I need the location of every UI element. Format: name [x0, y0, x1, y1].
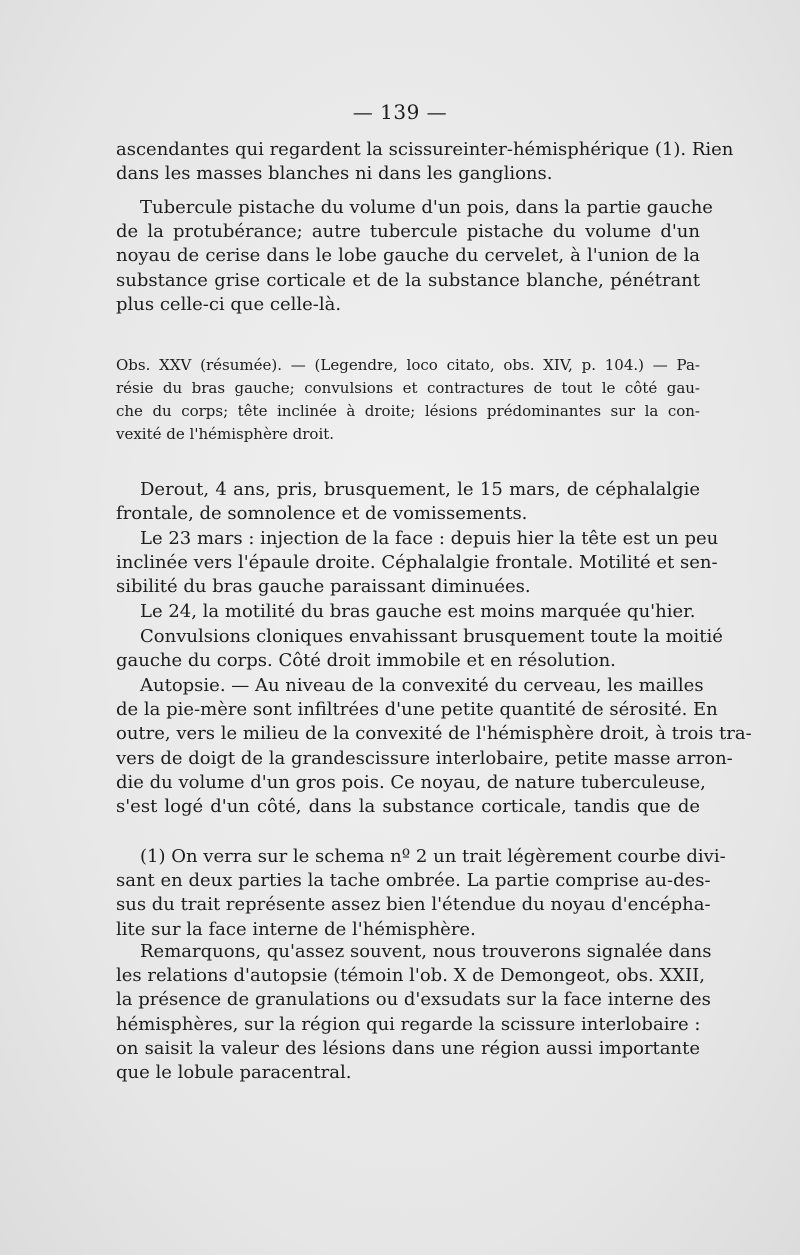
- text-line: inclinée vers l'épaule droite. Céphalalgie frontale. Motilité et sen-: [116, 552, 718, 574]
- text-line: sus du trait représente assez bien l'étendue du noyau d'encépha-: [116, 894, 711, 916]
- text-line: plus celle-ci que celle-là.: [116, 293, 342, 315]
- text-line: Convulsions cloniques envahissant brusquement toute la moitié: [140, 626, 723, 647]
- page-number: — 139 —: [352, 100, 448, 124]
- top-paragraph: [116, 138, 734, 186]
- text-line: che du corps; tête inclinée à droite; lésions prédominantes sur la con-: [116, 402, 700, 420]
- text-line: que le lobule paracentral.: [116, 1062, 352, 1084]
- text-line: la présence de granulations ou d'exsudats sur la face interne des: [116, 989, 711, 1011]
- text-line: vers de doigt de la grandescissure interlobaire, petite masse arron-: [116, 747, 733, 769]
- text-line: s'est logé d'un côté, dans la substance corticale, tandis que de: [116, 796, 700, 818]
- text-line: ascendantes qui regardent la scissureinter-hémisphérique (1). Rien: [116, 139, 734, 160]
- text-line: substance grise corticale et de la substance blanche, pénétrant: [116, 269, 700, 291]
- march-24-paragraph: [116, 600, 700, 624]
- footnote: [116, 845, 726, 942]
- text-line: gauche du corps. Côté droit immobile et en résolution.: [116, 650, 616, 672]
- text-line: (1) On verra sur le schema nº 2 un trait légèrement courbe divi-: [140, 846, 726, 867]
- remark-paragraph: [116, 940, 712, 1085]
- text-line: vexité de l'hémisphère droit.: [116, 425, 335, 443]
- text-line: Derout, 4 ans, pris, brusquement, le 15 mars, de céphalalgie: [140, 479, 700, 500]
- autopsy-paragraph: [116, 674, 752, 819]
- text-line: on saisit la valeur des lésions dans une région aussi importante: [116, 1037, 700, 1059]
- text-line: de la protubérance; autre tubercule pistache du volume d'un: [116, 221, 700, 243]
- text-line: Le 23 mars : injection de la face : depuis hier la tête est un peu: [140, 528, 719, 549]
- convulsions-paragraph: [116, 625, 723, 673]
- text-line: noyau de cerise dans le lobe gauche du cervelet, à l'union de la: [116, 245, 700, 267]
- march-23-paragraph: [116, 527, 719, 600]
- text-line: frontale, de somnolence et de vomissements.: [116, 503, 528, 525]
- tubercle-paragraph: [116, 196, 713, 317]
- text-line: Le 24, la motilité du bras gauche est moins marquée qu'hier.: [140, 601, 696, 622]
- text-line: Remarquons, qu'assez souvent, nous trouverons signalée dans: [140, 941, 712, 962]
- text-line: sibilité du bras gauche paraissant diminuées.: [116, 576, 531, 598]
- text-line: outre, vers le milieu de la convexité de l'hémisphère droit, à trois tra-: [116, 723, 752, 745]
- text-line: Obs. XXV (résumée). — (Legendre, loco citato, obs. XIV, p. 104.) — Pa-: [116, 356, 700, 374]
- text-line: sant en deux parties la tache ombrée. La partie comprise au-des-: [116, 870, 711, 892]
- text-line: die du volume d'un gros pois. Ce noyau, de nature tuberculeuse,: [116, 771, 706, 793]
- text-line: dans les masses blanches ni dans les ganglions.: [116, 163, 553, 185]
- text-line: Autopsie. — Au niveau de la convexité du cerveau, les mailles: [140, 675, 704, 696]
- text-line: les relations d'autopsie (témoin l'ob. X de Demongeot, obs. XXII,: [116, 965, 705, 987]
- text-line: lite sur la face interne de l'hémisphère.: [116, 918, 476, 940]
- text-line: résie du bras gauche; convulsions et contractures de tout le côté gau-: [116, 379, 700, 397]
- text-line: de la pie-mère sont infiltrées d'une petite quantité de sérosité. En: [116, 699, 718, 721]
- text-line: hémisphères, sur la région qui regarde la scissure interlobaire :: [116, 1013, 701, 1035]
- text-line: Tubercule pistache du volume d'un pois, dans la partie gauche: [140, 197, 713, 218]
- observation-summary: [116, 354, 700, 446]
- case-paragraph: [116, 478, 700, 526]
